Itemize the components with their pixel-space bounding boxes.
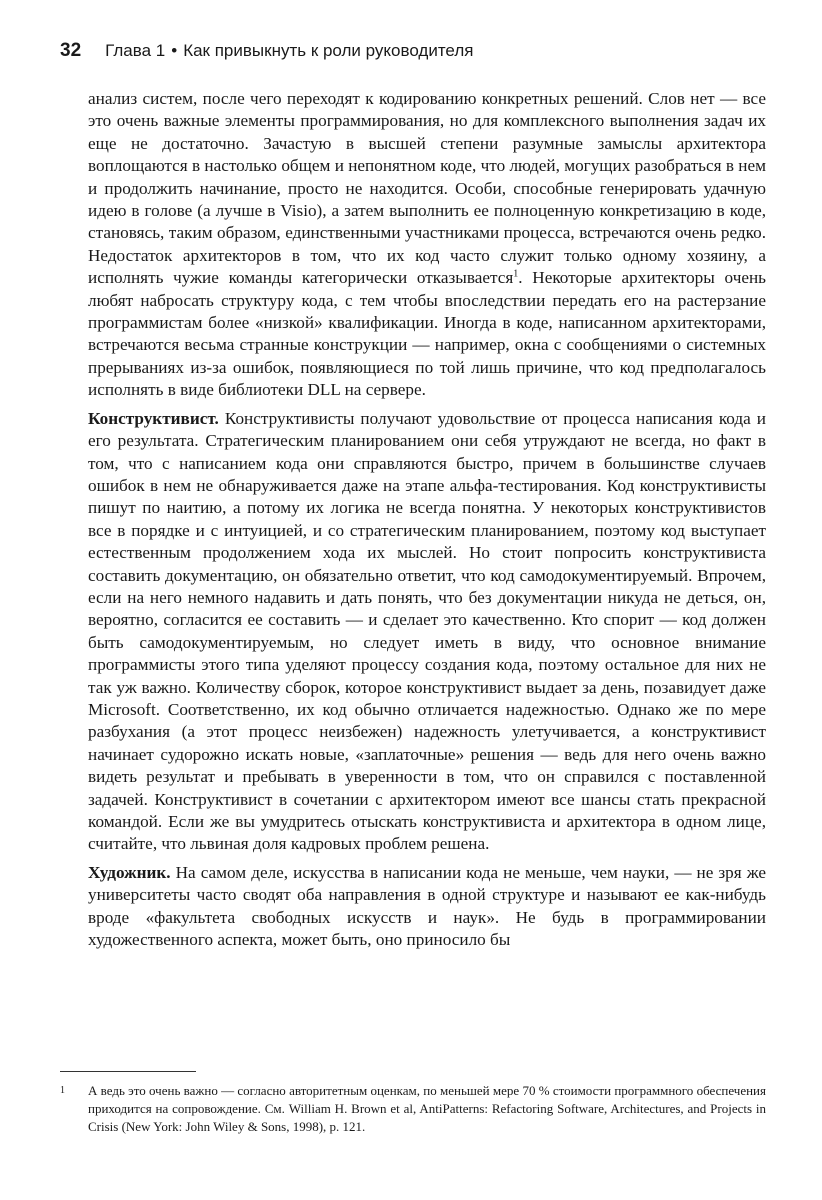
paragraph-artist <box>88 862 766 952</box>
body-text <box>88 88 766 951</box>
footnote <box>60 1082 766 1136</box>
footnote-divider <box>60 1071 196 1072</box>
term-heading: Художник. <box>88 862 171 882</box>
footnote-mark: 1 <box>60 1085 65 1096</box>
paragraph-text: . Некоторые архитекторы очень любят набросать структуру кода, с тем чтобы впоследствии передать его на растерзание программистам более «низкой» квалификации. Иногда в коде, написанном архитекторами, встречаются весьма странные конструкции — например, окна с сообщениями о системных прерываниях из-за ошибок, появляющиеся по той лишь причине, что код предполагалось исполнять в виде библиотеки DLL на сервере. <box>88 268 767 400</box>
term-heading: Конструктивист. <box>88 408 219 428</box>
paragraph-text: На самом деле, искусства в написании кода не меньше, чем науки, — не зря же университеты часто сводят оба направления в одной структуре и называют ее как-нибудь вроде «факультета свободных искусств и наук». Не будь в программировании художественного аспекта, может быть, оно приносило бы <box>88 862 766 950</box>
header-bullet: • <box>171 41 178 60</box>
paragraph-constructivist <box>88 408 766 856</box>
page-number: 32 <box>60 40 82 61</box>
paragraph-text: анализ систем, после чего переходят к кодированию конкретных решений. Слов нет — все это очень важные элементы программирования, но для комплексного выполнения задач их еще не достаточно. Зачастую в высшей степени разумные замыслы архитектора воплощаются в настолько общем и непонятном коде, что людей, могущих разобраться в нем и продолжить начинание, просто не находится. Особи, способные генерировать удачную идею в голове (а лучше в Visio), а затем выполнить ее полноценную конкретизацию в коде, становясь, таким образом, единственными участниками процесса, встречаются очень редко. Недостаток архитекторов в том, что их код часто служит только одному хозяину, а исполнять чужие команды категорически отказывается <box>88 89 766 288</box>
chapter-title: Как привыкнуть к роли руководителя <box>183 41 474 60</box>
page-header <box>60 40 760 70</box>
footnote-text: А ведь это очень важно — согласно авторитетным оценкам, по меньшей мере 70 % стоимости программного обеспечения приходится на сопровождение. См. William H. Brown et al, AntiPatterns: Refactoring Software, Architectures, and Projects in Crisis (New York: John Wiley & Sons, 1998), p. 121. <box>88 1083 766 1134</box>
paragraph-text: Конструктивисты получают удовольствие от процесса написания кода и его результата. Стратегическим планированием они себя утруждают не всегда, но факт в том, что с написанием кода они справляются быстро, причем в большинстве случаев ошибок в нем не обнаруживается даже на этапе альфа-тестирования. Код конструктивисты пишут по наитию, а потому их логика не всегда понятна. У некоторых конструктивистов все в порядке и с интуицией, и со стратегическим планированием, поэтому код выступает естественным продолжением хода их мыслей. Но стоит попросить конструктивиста составить документацию, он обязательно ответит, что код самодокументируемый. Впрочем, если на него немного надавить и дать понять, что без документации никуда не деться, он, вероятно, согласится ее составить — и сделает это качественно. Кто спорит — код должен быть самодокументируемым, но следует иметь в виду, что основное внимание программисты этого типа уделяют процессу создания кода, поэтому остальное для них не так уж важно. Количеству сборок, которое конструктивист выдает за день, позавидует даже Microsoft. Соответственно, их код обычно отличается надежностью. Однако же по мере разбухания (а этот процесс неизбежен) надежность улетучивается, а конструктивист начинает судорожно искать новые, «заплаточные» решения — ведь для него очень важно видеть результат и пребывать в уверенности в том, что он справился с поставленной задачей. Конструктивист в сочетании с архитектором имеют все шансы стать прекрасной командой. Если же вы умудритесь отыскать конструктивиста и архитектора в одном лице, считайте, что львиная доля кадровых проблем решена. <box>88 408 766 854</box>
chapter-label: Глава 1 <box>105 41 166 60</box>
footnote-reference: 1 <box>513 268 519 280</box>
paragraph-architect <box>88 88 766 402</box>
